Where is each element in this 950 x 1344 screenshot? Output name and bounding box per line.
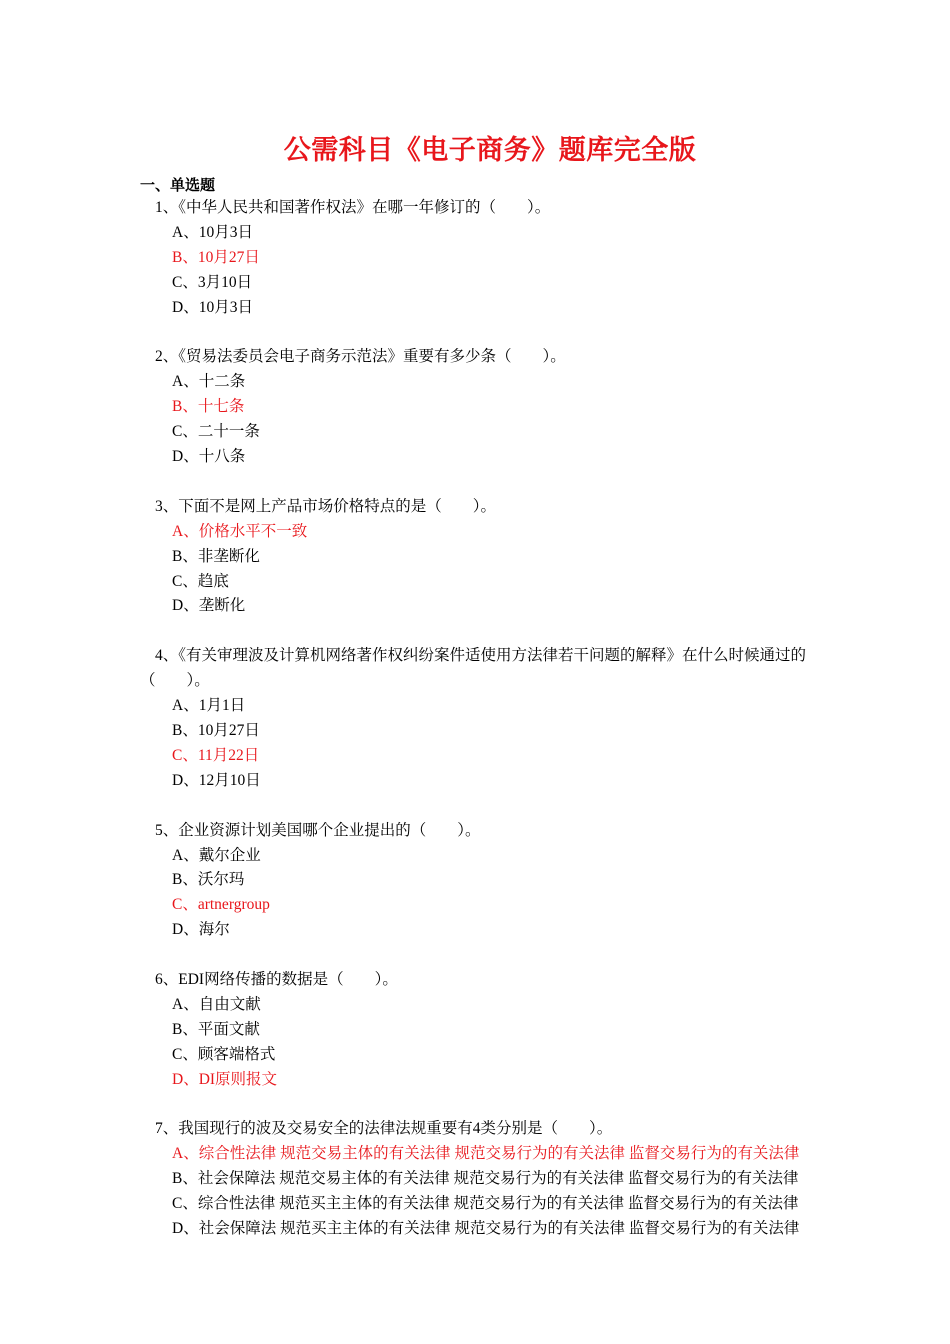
document-title: 公需科目《电子商务》题库完全版 [283,135,697,165]
answer-option: D、社会保障法 规范买主主体的有关法律 规范交易行为的有关法律 监督交易行为的有关法律 [172,1220,800,1238]
answer-option: B、沃尔玛 [172,871,245,889]
correct-answer-option: A、综合性法律 规范交易主体的有关法律 规范交易行为的有关法律 监督交易行为的有关法律 [172,1145,800,1163]
question-3 [140,495,840,620]
correct-answer-option: B、十七条 [172,398,245,416]
answer-option: A、自由文献 [172,995,261,1013]
answer-option: A、十二条 [172,373,246,391]
answer-option: C、顾客端格式 [172,1045,276,1063]
answer-option: B、社会保障法 规范交易主体的有关法律 规范交易行为的有关法律 监督交易行为的有关法律 [172,1170,799,1188]
answer-option: A、戴尔企业 [172,846,261,864]
answer-options [172,694,840,794]
answer-option: B、10月27日 [172,721,260,739]
answer-option: D、垄断化 [172,597,246,615]
question-5 [140,819,840,944]
question-1 [140,196,840,321]
question-7 [140,1117,840,1242]
correct-answer-option: D、DI原则报文 [172,1070,278,1088]
answer-option: D、12月10日 [172,771,261,789]
answer-option: C、二十一条 [172,423,260,441]
question-6 [140,968,840,1093]
answer-option: A、1月1日 [172,697,246,715]
answer-option: D、海尔 [172,921,230,939]
answer-option: D、10月3日 [172,298,253,316]
answer-option: A、10月3日 [172,223,253,241]
answer-options [172,993,840,1093]
section-heading: 一、单选题 [140,178,216,194]
question-stem: 5、企业资源计划美国哪个企业提出的（ ）。 [155,821,481,839]
answer-options [172,221,840,321]
question-stem: 1、《中华人民共和国著作权法》在哪一年修订的（ ）。 [155,199,551,216]
question-stem: 3、下面不是网上产品市场价格特点的是（ ）。 [155,497,497,515]
answer-options [172,370,840,470]
answer-option: B、平面文献 [172,1020,260,1038]
answer-options [172,844,840,944]
question-stem: 6、EDI网络传播的数据是（ ）。 [155,971,398,989]
correct-answer-option: C、artnergroup [172,896,270,914]
answer-option: C、综合性法律 规范买主主体的有关法律 规范交易行为的有关法律 监督交易行为的有关法律 [172,1195,799,1213]
question-stem: 2、《贸易法委员会电子商务示范法》重要有多少条（ ）。 [155,348,566,366]
correct-answer-option: A、价格水平不一致 [172,522,308,540]
answer-option: D、十八条 [172,448,246,466]
question-stem: 7、我国现行的波及交易安全的法律法规重要有4类分别是（ ）。 [155,1120,613,1138]
answer-option: C、3月10日 [172,273,253,291]
question-stem: 4、《有关审理波及计算机网络著作权纠纷案件适使用方法律若干问题的解释》在什么时候通过的（ ）。 [140,647,807,690]
answer-options [172,520,840,620]
answer-options [172,1142,840,1242]
correct-answer-option: C、11月22日 [172,746,260,764]
answer-option: B、非垄断化 [172,547,260,565]
correct-answer-option: B、10月27日 [172,248,260,266]
question-4 [140,644,840,793]
answer-option: C、趋底 [172,572,229,590]
question-2 [140,345,840,470]
question-list [140,196,840,1267]
